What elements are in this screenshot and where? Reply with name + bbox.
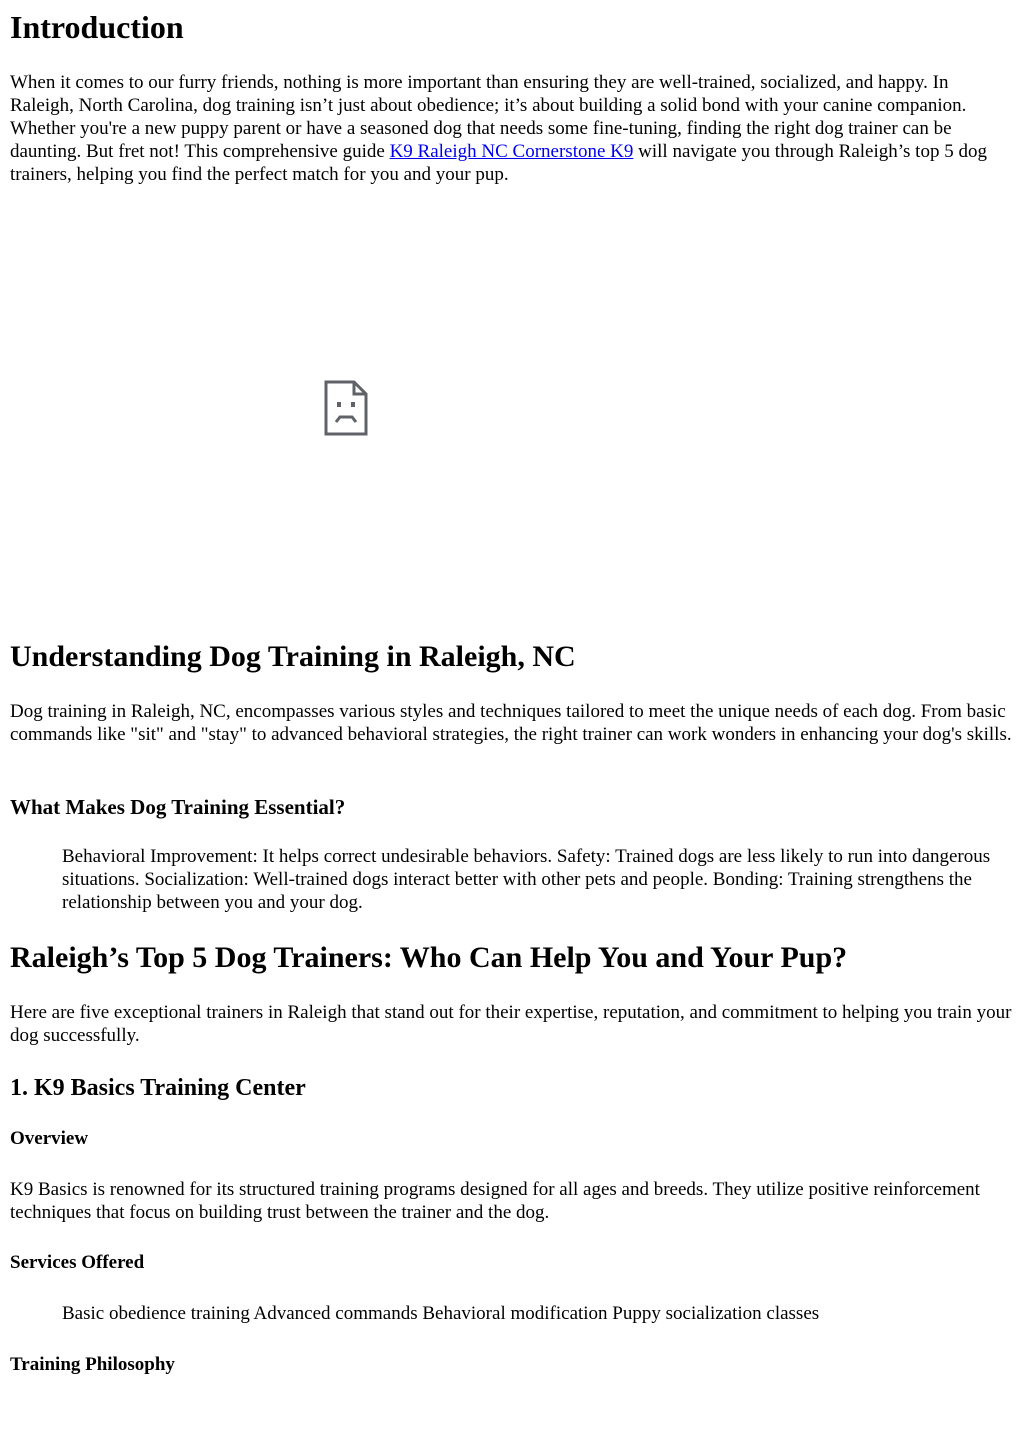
intro-heading: Introduction [10, 9, 184, 45]
intro-text-before-link: When it comes to our furry friends, nothing is more important than ensuring they are well-trained, socialized, and happy. In Raleigh, North Carolina, dog training isn’t just about obedience; it’s about building a solid bond with your canine companion. Whether you're a new puppy parent or have a seasoned dog that needs some fine-tuning, finding the right dog trainer can be daunting. But fret not! This comprehensive guide [10, 72, 967, 162]
broken-image [10, 210, 680, 610]
top5-paragraph: Here are five exceptional trainers in Raleigh that stand out for their expertise, reputation, and commitment to helping you train your dog successfully. [10, 1002, 1012, 1046]
broken-image-icon [324, 380, 368, 436]
trainer1-heading: 1. K9 Basics Training Center [10, 1075, 306, 1101]
intro-paragraph [10, 71, 1014, 186]
essential-heading: What Makes Dog Training Essential? [10, 795, 346, 819]
overview-paragraph: K9 Basics is renowned for its structured training programs designed for all ages and breeds. They utilize positive reinforcement techniques that focus on building trust between the trainer and the dog. [10, 1179, 980, 1223]
top5-heading: Raleigh’s Top 5 Dog Trainers: Who Can Help You and Your Pup? [10, 941, 848, 974]
intro-text-after-link: will navigate you through Raleigh’s top 5 dog trainers, helping you find the perfect match for you and your pup. [10, 141, 987, 185]
cornerstone-k9-link[interactable]: K9 Raleigh NC Cornerstone K9 [389, 141, 634, 162]
overview-heading: Overview [10, 1128, 89, 1149]
essential-list: Behavioral Improvement: It helps correct undesirable behaviors. Safety: Trained dogs are less likely to run into dangerous situations. Socialization: Well-trained dogs interact better with other pets and people. Bonding: Training strengthens the relationship between you and your dog. [62, 846, 991, 913]
services-list: Basic obedience training Advanced commands Behavioral modification Puppy socialization classes [62, 1303, 820, 1324]
services-heading: Services Offered [10, 1252, 145, 1273]
understanding-heading: Understanding Dog Training in Raleigh, NC [10, 640, 576, 673]
philosophy-heading: Training Philosophy [10, 1354, 175, 1375]
understanding-paragraph: Dog training in Raleigh, NC, encompasses various styles and techniques tailored to meet the unique needs of each dog. From basic commands like "sit" and "stay" to advanced behavioral strategies, the right trainer can work wonders in enhancing your dog's skills. [10, 701, 1012, 745]
